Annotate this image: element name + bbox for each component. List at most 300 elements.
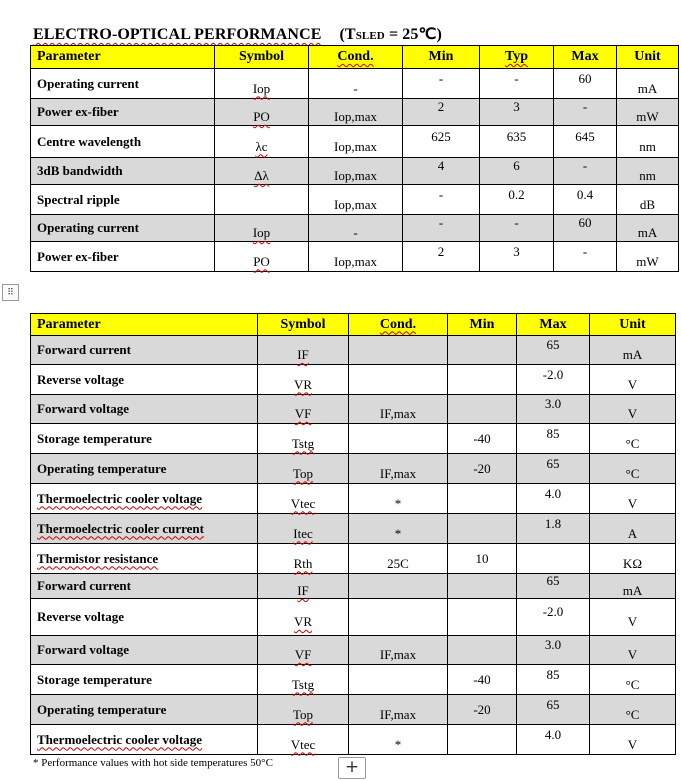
- cell-cond[interactable]: [349, 365, 448, 395]
- cell-symbol-text: PO: [253, 253, 270, 269]
- absolute-ratings-table: [30, 313, 676, 755]
- cell-unit-text: mA: [637, 80, 658, 96]
- cell-symbol-text: VR: [293, 376, 313, 392]
- header-parameter[interactable]: [31, 314, 258, 336]
- cell-param-text: Thermistor resistance: [37, 550, 159, 566]
- cell-symbol[interactable]: [215, 126, 309, 158]
- cell-unit-text: °C: [625, 435, 640, 451]
- cell-unit-text: mW: [636, 253, 659, 269]
- cell-symbol[interactable]: [258, 695, 349, 725]
- cell-param[interactable]: [31, 636, 258, 665]
- cell-cond[interactable]: [349, 665, 448, 695]
- cell-max[interactable]: [554, 185, 617, 215]
- table-row: [31, 395, 676, 424]
- cell-cond-text: IF,max: [379, 647, 417, 662]
- cell-param[interactable]: [31, 695, 258, 725]
- cell-min-text: 625: [431, 128, 451, 144]
- cell-unit-text: dB: [639, 196, 656, 212]
- cell-min-text: -: [438, 186, 444, 202]
- cell-cond[interactable]: [349, 514, 448, 544]
- cell-param-text: Thermoelectric cooler voltage: [37, 731, 203, 747]
- cell-min-text: 10: [475, 550, 489, 566]
- cell-unit-text: mA: [637, 225, 658, 240]
- cell-unit[interactable]: [590, 665, 676, 695]
- cell-unit-text: KΩ: [622, 555, 643, 571]
- cell-min[interactable]: [448, 454, 517, 484]
- cell-unit-text: °C: [625, 465, 640, 481]
- cell-typ[interactable]: [480, 242, 554, 272]
- header-symbol[interactable]: [215, 46, 309, 69]
- cell-typ[interactable]: [480, 69, 554, 99]
- table-row: [31, 454, 676, 484]
- cell-param-text: Operating current: [37, 220, 139, 235]
- cell-unit[interactable]: [590, 484, 676, 514]
- cell-cond-text: IF,max: [379, 706, 417, 722]
- cell-symbol-text: Vtec: [290, 495, 316, 511]
- cell-max-text: 60: [578, 215, 592, 230]
- table-row: [31, 158, 679, 185]
- cell-unit[interactable]: [590, 599, 676, 636]
- cell-cond[interactable]: [309, 185, 403, 215]
- cell-max[interactable]: [517, 725, 590, 755]
- cell-max[interactable]: [517, 574, 590, 599]
- cell-cond[interactable]: [309, 158, 403, 185]
- cell-max-text: 1.8: [544, 515, 562, 531]
- cell-unit[interactable]: [590, 695, 676, 725]
- header-parameter[interactable]: [31, 46, 215, 69]
- cell-unit-text: °C: [625, 706, 640, 722]
- cell-max-text: 85: [546, 666, 560, 682]
- cell-typ[interactable]: [480, 126, 554, 158]
- cell-cond-text: 25C: [387, 555, 409, 571]
- cell-unit[interactable]: [590, 336, 676, 365]
- header-symbol[interactable]: [258, 314, 349, 336]
- cell-symbol[interactable]: [215, 185, 309, 215]
- cell-symbol-text: Top: [292, 465, 314, 481]
- cell-typ[interactable]: [480, 215, 554, 242]
- cell-symbol[interactable]: [258, 725, 349, 755]
- cell-cond[interactable]: [349, 725, 448, 755]
- cell-unit-text: °C: [625, 676, 640, 692]
- cell-cond[interactable]: [309, 99, 403, 126]
- cell-max-text: -2.0: [542, 366, 564, 382]
- cell-min-text: -: [438, 215, 444, 230]
- cell-unit-text: mA: [622, 347, 643, 362]
- cell-param[interactable]: [31, 544, 258, 574]
- cell-min[interactable]: [448, 514, 517, 544]
- cell-symbol[interactable]: [258, 454, 349, 484]
- table-row: [31, 636, 676, 665]
- cell-min[interactable]: [448, 365, 517, 395]
- cell-max[interactable]: [554, 99, 617, 126]
- title-condition: (TSLED = 25℃): [339, 26, 442, 43]
- cell-max[interactable]: [554, 126, 617, 158]
- cell-typ-text: 6: [513, 158, 520, 173]
- cell-param[interactable]: [31, 514, 258, 544]
- header-cond-text: Cond.: [379, 316, 417, 332]
- cell-param[interactable]: [31, 725, 258, 755]
- cell-param-text: Thermoelectric cooler voltage: [37, 490, 203, 506]
- cell-max-text: 65: [546, 455, 560, 471]
- cell-unit[interactable]: [590, 636, 676, 665]
- cell-symbol[interactable]: [258, 574, 349, 599]
- cell-unit-text: V: [627, 495, 638, 511]
- cell-param[interactable]: [31, 158, 215, 185]
- cell-min-text: 2: [437, 99, 445, 114]
- cell-min[interactable]: [448, 574, 517, 599]
- cell-param-text: Storage temperature: [37, 671, 152, 687]
- cell-max[interactable]: [554, 215, 617, 242]
- cell-min[interactable]: [448, 424, 517, 454]
- cell-symbol[interactable]: [258, 665, 349, 695]
- cell-min[interactable]: [448, 484, 517, 514]
- header-cond[interactable]: [349, 314, 448, 336]
- cell-cond[interactable]: [309, 242, 403, 272]
- cell-param-text: Spectral ripple: [37, 191, 120, 207]
- cell-min-text: -40: [473, 671, 491, 687]
- cell-min[interactable]: [448, 725, 517, 755]
- cell-symbol-text: Itec: [293, 525, 313, 541]
- plus-icon: +: [344, 757, 360, 777]
- cell-max[interactable]: [517, 514, 590, 544]
- cell-unit-text: nm: [639, 138, 656, 154]
- cell-symbol-text: PO: [253, 109, 270, 124]
- cell-unit-text: nm: [639, 168, 656, 183]
- cell-cond-text: Iop,max: [334, 138, 377, 154]
- cell-symbol-text: Vtec: [290, 736, 316, 752]
- cell-min[interactable]: [403, 215, 480, 242]
- cell-cond[interactable]: [349, 454, 448, 484]
- cell-symbol[interactable]: [258, 336, 349, 365]
- cell-cond[interactable]: [349, 484, 448, 514]
- cell-min[interactable]: [403, 99, 480, 126]
- cell-typ[interactable]: [480, 185, 554, 215]
- cell-unit-text: V: [627, 736, 638, 752]
- cell-cond-text: *: [394, 495, 402, 511]
- cell-max[interactable]: [554, 242, 617, 272]
- cell-symbol[interactable]: [258, 484, 349, 514]
- cell-unit[interactable]: [617, 215, 679, 242]
- cell-symbol-text: Iop: [252, 225, 271, 240]
- cell-unit[interactable]: [590, 424, 676, 454]
- cell-unit[interactable]: [617, 99, 679, 126]
- cell-max-text: 4.0: [544, 485, 562, 501]
- cell-max-text: -: [582, 99, 588, 114]
- cell-cond[interactable]: [349, 636, 448, 665]
- cell-max-text: 3.0: [544, 637, 562, 652]
- cell-param[interactable]: [31, 99, 215, 126]
- cell-unit-text: V: [627, 614, 638, 629]
- header-cond[interactable]: [309, 46, 403, 69]
- table-row: [31, 69, 679, 99]
- cell-cond[interactable]: [309, 69, 403, 99]
- cell-param-text: 3dB bandwidth: [37, 163, 123, 178]
- cell-symbol-text: Rth: [293, 555, 313, 571]
- cell-cond-text: Iop,max: [334, 253, 377, 269]
- cell-symbol[interactable]: [215, 215, 309, 242]
- cell-symbol[interactable]: [258, 424, 349, 454]
- cell-param-text: Operating temperature: [37, 701, 167, 717]
- table-row: [31, 424, 676, 454]
- cell-max[interactable]: [554, 69, 617, 99]
- header-parameter-text: Parameter: [37, 49, 101, 64]
- cell-unit[interactable]: [617, 242, 679, 272]
- cell-cond[interactable]: [349, 395, 448, 424]
- table-row: [31, 514, 676, 544]
- cell-param[interactable]: [31, 424, 258, 454]
- cell-unit-text: mW: [636, 109, 659, 124]
- cell-max-text: 65: [546, 696, 560, 712]
- header-unit[interactable]: [617, 46, 679, 69]
- cell-symbol[interactable]: [258, 365, 349, 395]
- table-row: [31, 484, 676, 514]
- cell-symbol[interactable]: [258, 514, 349, 544]
- cell-param-text: Operating current: [37, 75, 139, 91]
- cell-unit-text: V: [627, 406, 638, 421]
- cell-param[interactable]: [31, 599, 258, 636]
- cell-cond[interactable]: [349, 599, 448, 636]
- cell-cond-text: Iop,max: [334, 109, 377, 124]
- cell-unit[interactable]: [590, 365, 676, 395]
- add-row-button[interactable]: [338, 757, 366, 779]
- table-row: [31, 725, 676, 755]
- header-unit[interactable]: [590, 314, 676, 336]
- header-unit-text: Unit: [634, 49, 661, 64]
- cell-cond-text: IF,max: [379, 465, 417, 481]
- cell-min[interactable]: [403, 126, 480, 158]
- cell-max-text: -2.0: [542, 604, 564, 619]
- cell-min[interactable]: [403, 242, 480, 272]
- cell-max[interactable]: [517, 424, 590, 454]
- header-typ[interactable]: [480, 46, 554, 69]
- cell-max[interactable]: [517, 454, 590, 484]
- cell-cond[interactable]: [349, 544, 448, 574]
- cell-max-text: 60: [578, 70, 592, 86]
- cell-param[interactable]: [31, 126, 215, 158]
- cell-param[interactable]: [31, 484, 258, 514]
- cell-unit-text: A: [627, 525, 638, 541]
- cell-param[interactable]: [31, 365, 258, 395]
- cell-cond-text: *: [394, 736, 402, 752]
- cell-param-text: Centre wavelength: [37, 133, 142, 149]
- table-row: [31, 185, 679, 215]
- table-row: [31, 574, 676, 599]
- header-parameter-text: Parameter: [37, 316, 101, 332]
- cell-unit[interactable]: [590, 454, 676, 484]
- cell-max[interactable]: [517, 484, 590, 514]
- cell-cond-text: -: [353, 225, 358, 240]
- cell-unit-text: mA: [622, 583, 643, 598]
- cell-min[interactable]: [448, 336, 517, 365]
- cell-param-text: Operating temperature: [37, 460, 167, 476]
- cell-max[interactable]: [554, 158, 617, 185]
- cell-unit[interactable]: [617, 126, 679, 158]
- cell-param-text: Reverse voltage: [37, 371, 124, 387]
- cell-max[interactable]: [517, 395, 590, 424]
- cell-symbol-text: Δλ: [254, 168, 269, 183]
- cell-symbol[interactable]: [258, 599, 349, 636]
- cell-min[interactable]: [403, 69, 480, 99]
- cell-typ-text: 635: [506, 128, 527, 144]
- cell-param-text: Storage temperature: [37, 430, 152, 446]
- cell-param-text: Thermoelectric cooler current: [37, 520, 204, 536]
- cell-max[interactable]: [517, 636, 590, 665]
- cell-max[interactable]: [517, 336, 590, 365]
- cell-max[interactable]: [517, 544, 590, 574]
- header-min[interactable]: [403, 46, 480, 69]
- cell-symbol[interactable]: [215, 158, 309, 185]
- cell-param-text: Power ex-fiber: [37, 104, 119, 119]
- cell-param[interactable]: [31, 395, 258, 424]
- cell-unit[interactable]: [617, 158, 679, 185]
- table-row: [31, 665, 676, 695]
- cell-max-text: -: [582, 158, 588, 173]
- section-title: [33, 24, 442, 44]
- cell-symbol[interactable]: [258, 395, 349, 424]
- header-row: [31, 46, 679, 69]
- cell-typ-text: -: [514, 215, 519, 230]
- cell-symbol[interactable]: [258, 636, 349, 665]
- cell-min-text: -40: [473, 430, 491, 446]
- cell-min[interactable]: [448, 599, 517, 636]
- header-min-text: Min: [428, 49, 454, 64]
- cell-min-text: 4: [437, 158, 445, 173]
- header-cond-text: Cond.: [337, 49, 374, 64]
- move-handle-icon[interactable]: ⠿: [2, 284, 19, 301]
- cell-unit[interactable]: [590, 725, 676, 755]
- cell-typ-text: 3: [513, 243, 520, 259]
- cell-param-text: Reverse voltage: [37, 609, 124, 624]
- cell-max-text: 4.0: [544, 726, 562, 742]
- table-row: [31, 336, 676, 365]
- table-row: [31, 599, 676, 636]
- cell-max[interactable]: [517, 665, 590, 695]
- header-min-text: Min: [469, 316, 495, 332]
- cell-unit-text: V: [627, 647, 638, 662]
- cell-symbol[interactable]: [215, 242, 309, 272]
- cell-min[interactable]: [448, 544, 517, 574]
- cell-unit[interactable]: [590, 544, 676, 574]
- cell-cond[interactable]: [349, 574, 448, 599]
- cell-unit[interactable]: [590, 514, 676, 544]
- cell-max-text: 645: [575, 128, 595, 144]
- table-row: [31, 99, 679, 126]
- cell-cond-text: Iop,max: [334, 168, 377, 183]
- header-max-text: Max: [571, 49, 599, 64]
- cell-param-text: Forward current: [37, 342, 131, 357]
- cell-unit[interactable]: [617, 69, 679, 99]
- cell-symbol-text: IF: [297, 583, 309, 598]
- cell-cond[interactable]: [349, 336, 448, 365]
- title-main: ELECTRO-OPTICAL PERFORMANCE: [33, 26, 322, 43]
- cell-max-text: 3.0: [544, 396, 562, 411]
- cell-typ-text: 0.2: [508, 186, 525, 202]
- cell-max[interactable]: [517, 365, 590, 395]
- cell-symbol[interactable]: [215, 99, 309, 126]
- cell-typ[interactable]: [480, 158, 554, 185]
- cell-max-text: 65: [546, 337, 560, 352]
- header-max-text: Max: [539, 316, 567, 332]
- cell-param[interactable]: [31, 574, 258, 599]
- cell-param-text: Forward current: [37, 578, 131, 593]
- cell-param-text: Power ex-fiber: [37, 248, 119, 264]
- cell-min[interactable]: [448, 665, 517, 695]
- cell-min-text: 2: [437, 243, 445, 259]
- cell-cond-text: *: [394, 525, 402, 541]
- cell-cond[interactable]: [349, 424, 448, 454]
- header-row: [31, 314, 676, 336]
- cell-param[interactable]: [31, 665, 258, 695]
- cell-min-text: -20: [473, 701, 491, 717]
- cell-symbol-text: VR: [293, 614, 313, 629]
- cell-min[interactable]: [403, 158, 480, 185]
- header-max[interactable]: [517, 314, 590, 336]
- cell-cond[interactable]: [309, 126, 403, 158]
- cell-cond-text: -: [353, 80, 358, 96]
- cell-param[interactable]: [31, 336, 258, 365]
- cell-max-text: 85: [546, 425, 560, 441]
- table-row: [31, 126, 679, 158]
- cell-symbol[interactable]: [215, 69, 309, 99]
- cell-max-text: -: [582, 243, 588, 259]
- cell-min[interactable]: [403, 185, 480, 215]
- cell-cond[interactable]: [349, 695, 448, 725]
- header-unit-text: Unit: [619, 316, 646, 332]
- cell-symbol-text: Tstg: [291, 676, 315, 692]
- header-max[interactable]: [554, 46, 617, 69]
- cell-unit[interactable]: [590, 574, 676, 599]
- cell-param[interactable]: [31, 454, 258, 484]
- cell-min[interactable]: [448, 636, 517, 665]
- cell-symbol-text: VF: [294, 647, 312, 662]
- cell-param[interactable]: [31, 69, 215, 99]
- header-symbol-text: Symbol: [280, 316, 326, 332]
- cell-param[interactable]: [31, 185, 215, 215]
- table-row: [31, 242, 679, 272]
- cell-param[interactable]: [31, 215, 215, 242]
- cell-typ[interactable]: [480, 99, 554, 126]
- cell-symbol-text: Top: [292, 706, 314, 722]
- cell-symbol-text: IF: [297, 347, 309, 362]
- cell-symbol[interactable]: [258, 544, 349, 574]
- table-row: [31, 215, 679, 242]
- header-symbol-text: Symbol: [238, 49, 285, 64]
- cell-unit-text: V: [627, 376, 638, 392]
- cell-min-text: -20: [473, 460, 491, 476]
- cell-unit[interactable]: [617, 185, 679, 215]
- cell-max-text: 65: [546, 573, 560, 588]
- header-min[interactable]: [448, 314, 517, 336]
- cell-unit[interactable]: [590, 395, 676, 424]
- cell-min[interactable]: [448, 695, 517, 725]
- cell-symbol-text: λc: [255, 138, 268, 154]
- cell-param[interactable]: [31, 242, 215, 272]
- cell-min-text: -: [438, 70, 444, 86]
- cell-max[interactable]: [517, 599, 590, 636]
- cell-param-text: Forward voltage: [37, 642, 130, 657]
- cell-max-text: 0.4: [576, 186, 594, 202]
- cell-cond-text: IF,max: [379, 406, 417, 421]
- cell-min[interactable]: [448, 395, 517, 424]
- cell-cond[interactable]: [309, 215, 403, 242]
- cell-cond-text: Iop,max: [334, 196, 377, 212]
- footnote: * Performance values with hot side temperatures 50°C: [33, 757, 273, 769]
- table-row: [31, 365, 676, 395]
- table-row: [31, 544, 676, 574]
- cell-symbol-text: Iop: [252, 80, 271, 96]
- cell-symbol-text: Tstg: [291, 435, 315, 451]
- cell-max[interactable]: [517, 695, 590, 725]
